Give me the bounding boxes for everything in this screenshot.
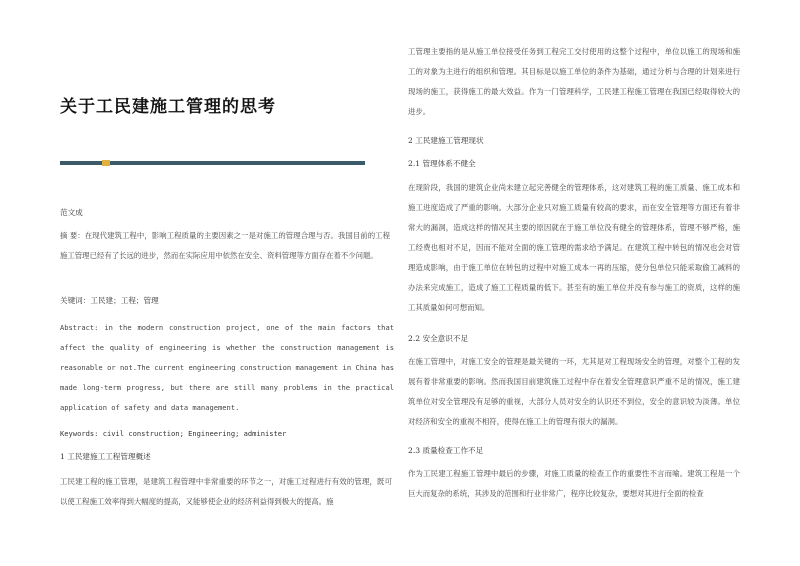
divider-accent	[102, 160, 110, 166]
keywords-cn: 关键词：工民建；工程；管理	[60, 296, 159, 305]
title-divider	[60, 161, 365, 165]
page-title: 关于工民建施工管理的思考	[60, 97, 276, 117]
section-1-paragraph: 工民建工程的施工管理，是建筑工程管理中非常重要的环节之一，对施工过程进行有效的管理，既可以使工程施工效率得到大幅度的提高，又能够使企业的经济利益得到极大的提高。施	[60, 477, 392, 506]
section-2-1-paragraph: 在现阶段，我国的建筑企业尚未建立起完善健全的管理体系，这对建筑工程的施工质量、施工成本和施工进度造成了严重的影响。大部分企业只对施工质量有较高的要求，而在安全管理等方面还有着非常大的漏洞，造成这样的情况其主要的原因就在于施工单位没有健全的管理体系，管理不够严格，施工经费也相对不足，因而不能对全面的施工管理的需求给予满足。在建筑工程中转包的情况也会对管理造成影响，由于施工单位在转包的过程中对施工成本一再的压缩，使分包单位只能采取偷工减料的办法来完成施工，造成了施工工程质量的低下。甚至有的施工单位并没有参与施工的资质，这样的施工其质量如何可想而知。	[408, 183, 740, 312]
section-2-3-heading: 2.3 质量检查工作不足	[408, 446, 484, 455]
right-paragraph-1: 工管理主要指的是从施工单位接受任务到工程完工交付使用的这整个过程中，单位以施工的现场和施工的对象为主进行的组织和管理。其目标是以施工单位的条件为基础，通过分析与合理的计划来进行现场的施工，获得施工的最大效益。作为一门管理科学，工民建工程施工管理在我国已经取得较大的进步。	[408, 47, 740, 116]
section-1-heading: 1 工民建施工工程管理概述	[60, 452, 151, 461]
keywords-en: Keywords: civil construction; Engineering; administer	[60, 429, 287, 438]
section-2-2-paragraph: 在施工管理中，对施工安全的管理是最关键的一环，尤其是对工程现场安全的管理，对整个工程的发展有着非常重要的影响。然而我国目前建筑施工过程中存在着安全管理意识严重不足的情况，施工建筑单位对安全管理没有足够的重视，大部分人员对安全的认识还不到位，安全的意识较为淡薄。单位对经济和安全的重视不相符，使得在施工上的管理有很大的漏洞。	[408, 357, 740, 426]
section-2-heading: 2 工民建施工管理现状	[408, 136, 484, 145]
abstract-en: Abstract: in the modern construction project, one of the main factors that affect the quality of engineering is whether the construction management is reasonable or not.The current engineering construction management in China has made long-term progress, but there are still many problems in the practical application of safety and data management.	[60, 323, 394, 412]
abstract-cn: 摘 要：在现代建筑工程中，影响工程质量的主要因素之一是对施工的管理合理与否。我国目前的工程施工管理已经有了长远的进步，然而在实际应用中依然在安全、资料管理等方面存在着不少问题。	[60, 231, 390, 260]
author: 范文成	[60, 208, 83, 217]
section-2-1-heading: 2.1 管理体系不健全	[408, 159, 476, 168]
section-2-2-heading: 2.2 安全意识不足	[408, 334, 469, 343]
section-2-3-paragraph: 作为工民建工程施工管理中最后的步骤，对施工质量的检查工作的重要性不言而喻。建筑工程是一个巨大而复杂的系统，其涉及的范围和行业非常广，程序比较复杂，要想对其进行全面的检查	[408, 469, 740, 498]
